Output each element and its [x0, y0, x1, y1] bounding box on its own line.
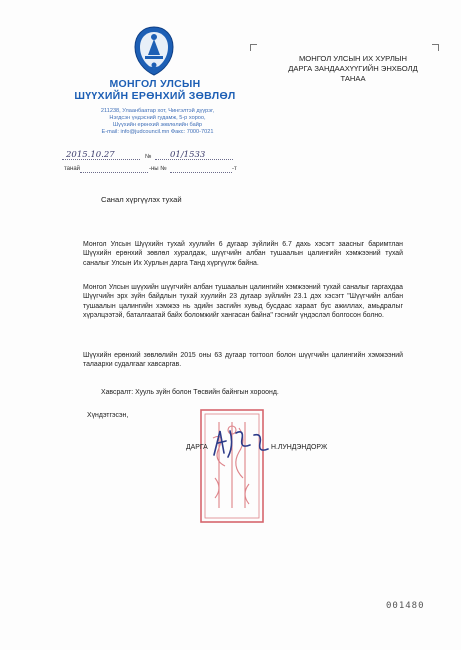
org-name-line2: ШҮҮХИЙН ЕРӨНХИЙ ЗӨВЛӨЛ	[74, 90, 236, 102]
addressee-corner-left	[250, 44, 257, 51]
addressee-line3: ТАНАА	[340, 74, 366, 83]
signer-title: ДАРГА	[186, 444, 208, 451]
addressee-block	[268, 54, 438, 84]
letter-subject: Санал хүргүүлэх тухай	[101, 195, 182, 204]
address-line1: 211238, Улаанбаатар хот, Чингэлтэй дүүрэг,	[100, 108, 215, 114]
organization-address	[60, 108, 255, 136]
contact-line: E-mail: info@judcouncil.mn Факс: 7000-7021	[101, 129, 214, 135]
address-line2: Нэгдсэн үндэсний гудамж, 5-р хороо,	[109, 115, 206, 121]
org-name-line1: МОНГОЛ УЛСЫН	[109, 78, 201, 90]
body-paragraph-1: Монгол Улсын Шүүхийн тухай хуулийн 6 дугаар зүйлийн 6.7 дахь хэсэгт заасныг баримтлан Шүүхийн ерөнхий зөвлөл хуралдаж, шүүгчийн албан тушаалын цалингийн хэмжээний тухай саналыг Улсын Их Хурлын дарга Танд хүргүүлж байна.	[83, 241, 403, 267]
reply-label-mid: -ны №	[149, 166, 167, 172]
body-paragraph-3: Шүүхийн ерөнхий зөвлөлийн 2015 оны 63 дугаар тогтоол болон шүүгчийн цалингийн хэмжээний талаархи судалгааг хавсаргав.	[83, 352, 403, 369]
reply-label-right: -т	[232, 166, 237, 172]
addressee-corner-right	[432, 44, 439, 51]
organization-name	[55, 78, 255, 102]
body-paragraph-2: Монгол Улсын шүүхийн шүүгчийн албан тушаалын цалингийн хэмжээний тухай саналыг гаргахдаа Шүүгчийн эрх зүйн байдлын тухай хуулийн 23 дугаар зүйлийн 23.1 дэх хэсэгт "Шүүгчийн албан тушаалын цалингийн хэмжээ нь эдийн засгийн хувьд бусдаас хараат бус ажиллах, амьдралыг хүрэлцээтэй, баталгаатай байх боломжийг хангасан байна" гэснийг үндэслэл болгосон болно.	[83, 284, 403, 320]
number-symbol: №	[145, 154, 152, 160]
reply-line-2	[170, 172, 232, 173]
reply-line-1	[80, 172, 148, 173]
handwritten-signature-icon	[210, 425, 272, 461]
closing-regards: Хүндэтгэсэн,	[87, 412, 129, 419]
addressee-line1: МОНГОЛ УЛСЫН ИХ ХУРЛЫН	[298, 54, 408, 63]
address-line3: Шүүхийн ерөнхий зөвлөлийн байр	[113, 122, 202, 128]
signer-name: Н.ЛУНДЭНДОРЖ	[271, 444, 328, 451]
attachment-note: Хавсралт: Хууль зүйн болон Төсвийн байнгын хороонд.	[101, 389, 279, 396]
addressee-line2: ДАРГА ЗАНДААХҮҮГИЙН ЭНХБОЛД	[288, 64, 418, 73]
reply-label-left: танай	[64, 166, 81, 172]
date-handwritten: 2015.10.27	[66, 150, 115, 160]
state-emblem-icon	[131, 25, 177, 77]
document-serial-number: 001480	[386, 601, 425, 611]
number-handwritten: 01/1533	[170, 150, 206, 160]
